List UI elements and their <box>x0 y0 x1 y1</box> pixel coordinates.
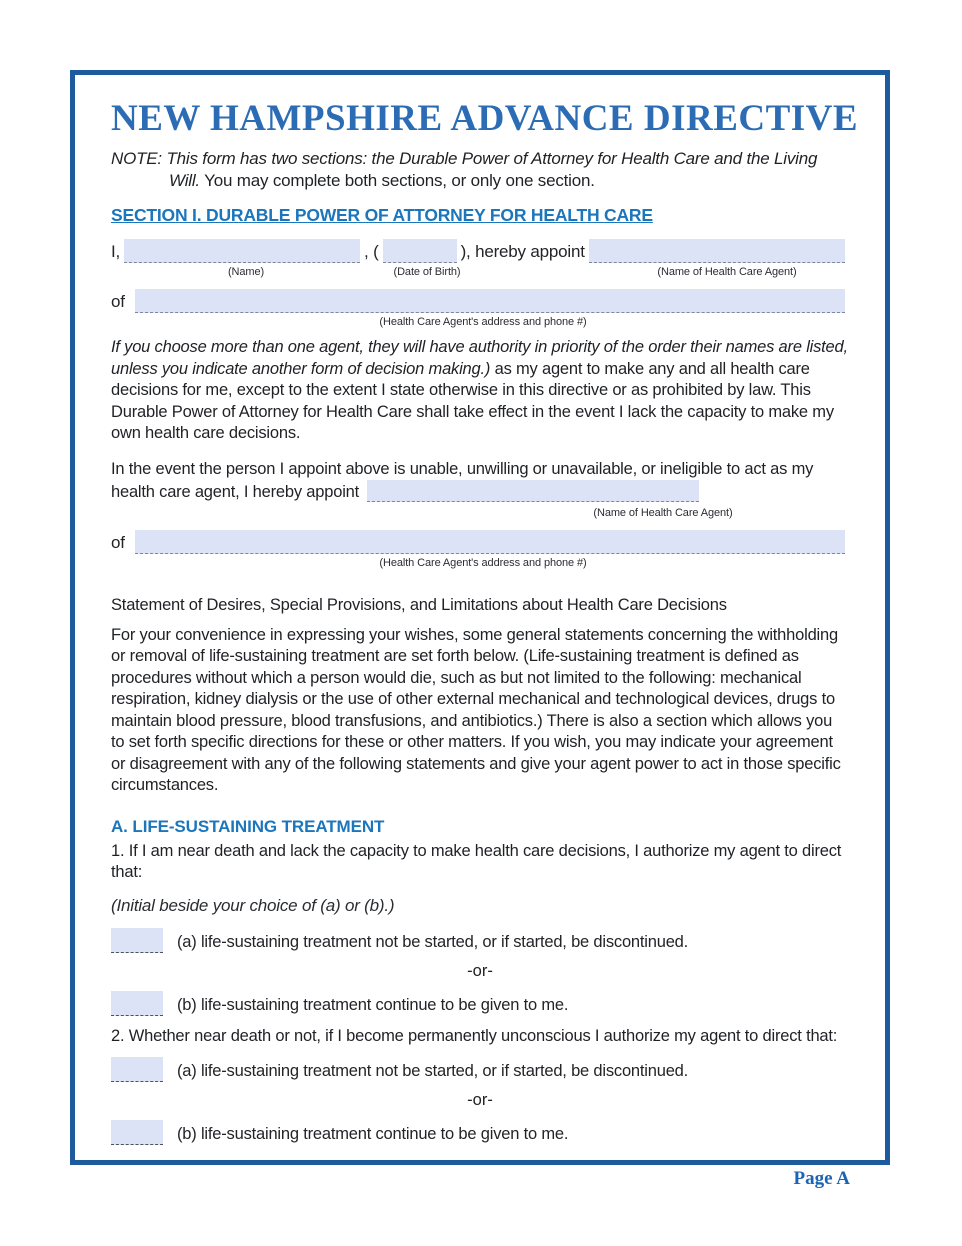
alternate-agent-name-label: (Name of Health Care Agent) <box>593 506 733 519</box>
appoint-line <box>111 237 849 263</box>
agent-name-label: (Name of Health Care Agent) <box>657 266 797 278</box>
choice-2b-label: (b) life-sustaining treatment continue to be given to me. <box>177 1125 569 1143</box>
choice-row-2a <box>111 1057 849 1082</box>
initials-field-2b[interactable] <box>111 1120 163 1145</box>
choice-1b-label: (b) life-sustaining treatment continue to be given to me. <box>177 995 569 1014</box>
choice-row-1b <box>111 991 849 1016</box>
agent-address-label: (Health Care Agent's address and phone #) <box>379 316 587 328</box>
alternate-agent-address-line <box>111 528 849 554</box>
section-a-heading: A. LIFE-SUSTAINING TREATMENT <box>111 816 385 836</box>
form-note <box>111 148 849 192</box>
initials-field-2a[interactable] <box>111 1057 163 1082</box>
alternate-agent-text: In the event the person I appoint above is unable, unwilling or unavailable, or ineligible to act as my health care agent, I hereby appoint <box>111 459 814 501</box>
section-1-heading: SECTION I. DURABLE POWER OF ATTORNEY FOR HEALTH CARE <box>111 205 653 225</box>
principal-name-field[interactable] <box>124 239 360 263</box>
agent-name-field[interactable] <box>589 239 845 263</box>
alternate-agent-name-field[interactable] <box>367 480 699 502</box>
appoint-mid1: , ( <box>364 242 379 261</box>
agent-address-line <box>111 287 849 313</box>
desires-heading: Statement of Desires, Special Provisions, and Limitations about Health Care Decisions <box>111 595 727 614</box>
alternate-agent-address-labels <box>111 557 849 572</box>
choice-1a-label: (a) life-sustaining treatment not be started, or if started, be discontinued. <box>177 932 689 951</box>
dob-label: (Date of Birth) <box>393 266 461 278</box>
authority-paragraph-italic: If you choose more than one agent, they will have authority in priority of the order their names are listed, unless you indicate another form of decision making.) <box>111 338 848 378</box>
form-note-regular: You may complete both sections, or only one section. <box>199 171 595 190</box>
agent-address-labels <box>111 316 849 331</box>
document-frame <box>70 70 890 1165</box>
name-label: (Name) <box>227 266 265 278</box>
alternate-agent-paragraph <box>111 459 849 504</box>
of-prefix: of <box>111 292 125 311</box>
date-of-birth-field[interactable] <box>383 239 457 263</box>
authority-paragraph-regular: as my agent to make any and all health care decisions for me, except to the extent I state otherwise in this directive or as prohibited by law. This Durable Power of Attorney for Health Care shall take effect in the event I lack the capacity to make my own health care decisions. <box>111 359 834 442</box>
alternate-agent-address-label: (Health Care Agent's address and phone #) <box>379 556 587 569</box>
page-footer: Page A <box>793 1168 850 1189</box>
item-2-text: 2. Whether near death or not, if I become permanently unconscious I authorize my agent to direct that: <box>111 1026 838 1045</box>
alternate-agent-address-field[interactable] <box>135 530 845 554</box>
initial-instruction: (Initial beside your choice of (a) or (b).) <box>111 895 395 915</box>
alternate-agent-labels <box>111 507 849 522</box>
or-separator-2: -or- <box>467 1091 493 1109</box>
choice-row-2b <box>111 1120 849 1145</box>
appoint-prefix: I, <box>111 242 121 261</box>
item-1-text: 1. If I am near death and lack the capacity to make health care decisions, I authorize my agent to direct that: <box>111 841 842 881</box>
agent-address-field[interactable] <box>135 289 845 313</box>
page-title: NEW HAMPSHIRE ADVANCE DIRECTIVE <box>111 98 859 139</box>
choice-2a-label: (a) life-sustaining treatment not be started, or if started, be discontinued. <box>177 1062 689 1080</box>
form-note-italic: NOTE: This form has two sections: the Durable Power of Attorney for Health Care and the Living Will. <box>111 149 818 190</box>
initials-field-1b[interactable] <box>111 991 163 1016</box>
authority-paragraph <box>111 337 849 445</box>
appoint-mid2: ), hereby appoint <box>460 242 585 261</box>
of2-prefix: of <box>111 532 125 552</box>
desires-paragraph: For your convenience in expressing your wishes, some general statements concerning the withholding or removal of life-sustaining treatment are set forth below. (Life-sustaining treatment is defined as procedures without which a person would die, such as but not limited to the following: mechanical respiration, kidney dialysis or the use of other external mechanical and technological devices, drugs to maintain blood pressure, blood transfusions, and antibiotics.) There is also a section which allows you to set forth specific directions for these or other matters. If you wish, you may indicate your agreement or disagreement with any of the following statements and give your agent power to act in those specific circumstances. <box>111 625 841 794</box>
initials-field-1a[interactable] <box>111 928 163 953</box>
appoint-line-labels <box>111 266 849 281</box>
or-separator-1: -or- <box>467 961 493 980</box>
choice-row-1a <box>111 928 849 953</box>
